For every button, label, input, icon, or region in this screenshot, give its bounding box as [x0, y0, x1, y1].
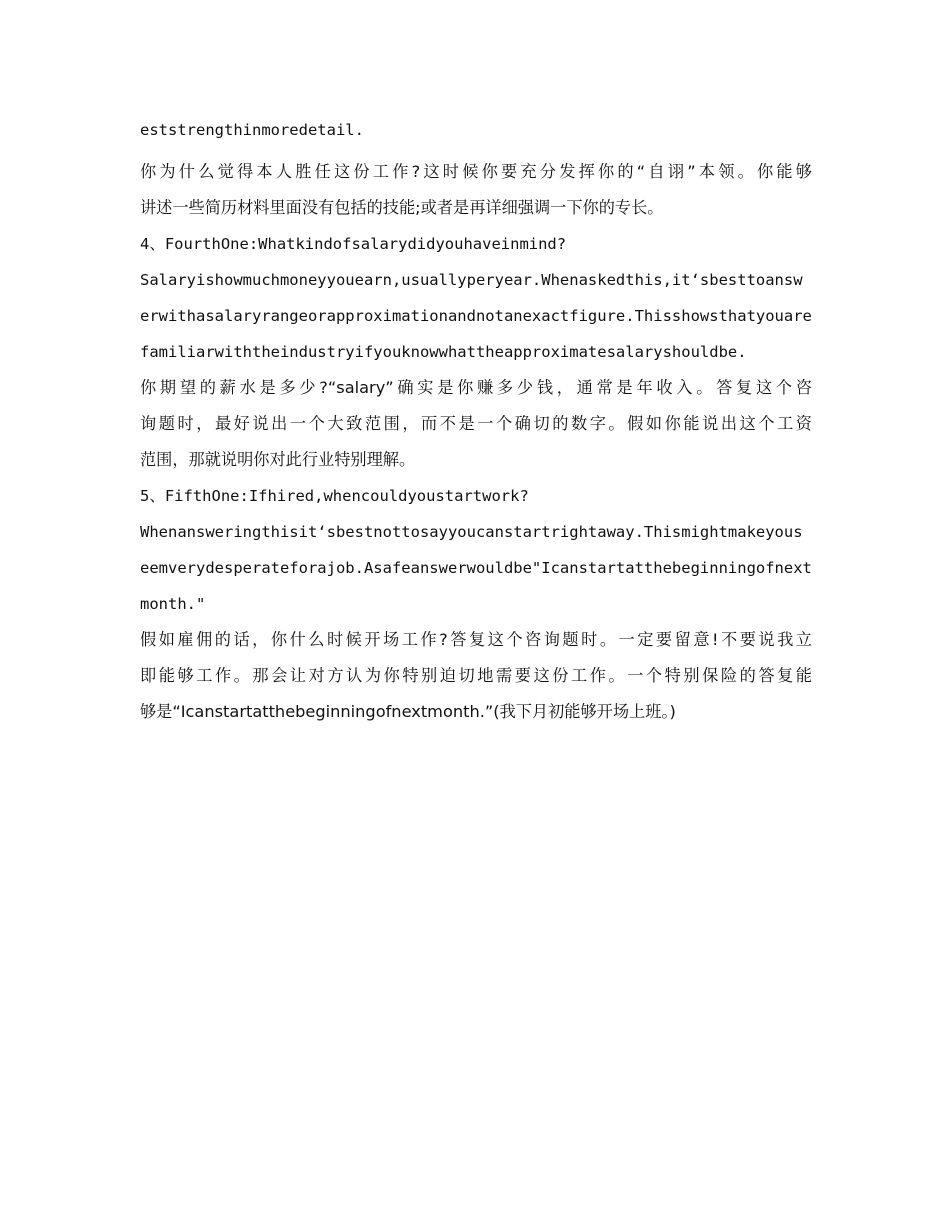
text-line-1: eststrengthinmoredetail. [140, 121, 364, 139]
text-line-15: 假如雇佣的话，你什么时候开场工作?答复这个咨询题时。一定要留意!不要说我立 [140, 630, 812, 649]
section-heading-5: 5、FifthOne:Ifhired,whencouldyoustartwork? [140, 487, 529, 505]
text-line-14: month." [140, 595, 206, 613]
text-line-16: 即能够工作。那会让对方认为你特别迫切地需要这份工作。一个特别保险的答复能 [140, 666, 812, 685]
text-line-5: Salaryishowmuchmoneyyouearn,usuallyperyear.Whenaskedthis,it‘sbesttoansw [140, 271, 803, 289]
text-line-10: 范围，那就说明你对此行业特别理解。 [140, 450, 416, 469]
section-heading-4: 4、FourthOne:Whatkindofsalarydidyouhaveinmind? [140, 235, 567, 253]
text-line-9: 询题时，最好说出一个大致范围，而不是一个确切的数字。假如你能说出这个工资 [140, 414, 812, 433]
text-line-17: 够是“Icanstartatthebeginningofnextmonth.”(我下月初能够开场上班。) [140, 702, 676, 721]
text-line-12: Whenansweringthisit‘sbestnottosayyoucanstartrightaway.Thismightmakeyous [140, 523, 803, 541]
text-line-8: 你期望的薪水是多少?“salary”确实是你赚多少钱，通常是年收入。答复这个咨 [140, 378, 812, 397]
document-body [140, 118, 812, 724]
text-line-13: eemverydesperateforajob.Asafeanswerwouldbe"Icanstartatthebeginningofnext [140, 559, 812, 577]
text-line-6: erwithasalaryrangeorapproximationandnotanexactfigure.Thisshowsthatyouare [140, 307, 812, 325]
text-line-3: 讲述一些简历材料里面没有包括的技能;或者是再详细强调一下你的专长。 [140, 198, 664, 217]
text-line-2: 你为什么觉得本人胜任这份工作?这时候你要充分发挥你的“自诩”本领。你能够 [140, 162, 812, 181]
text-line-7: familiarwiththeindustryifyouknowwhattheapproximatesalaryshouldbe. [140, 343, 747, 361]
